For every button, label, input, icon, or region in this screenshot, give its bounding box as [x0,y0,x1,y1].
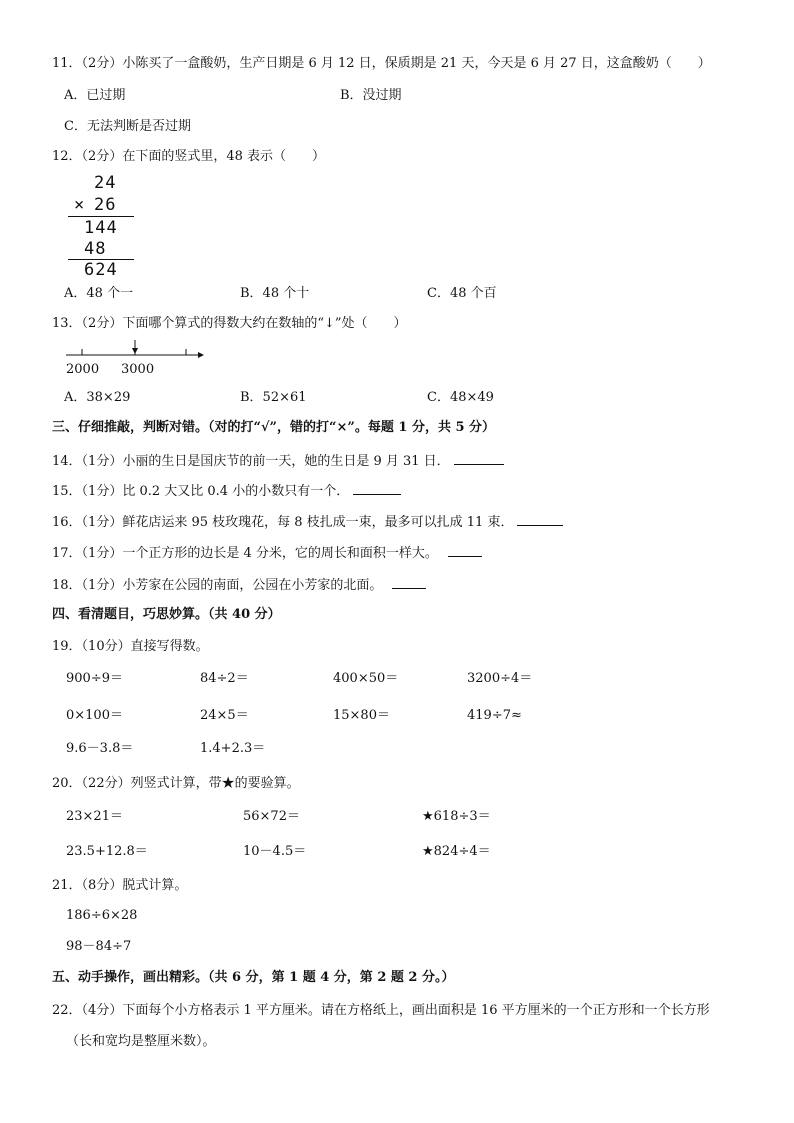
q18-stem: 18．（1分）小芳家在公园的南面，公园在小芳家的北面。 [52,578,383,593]
q14 [52,452,504,470]
q20-item: 23.5+12.8＝ [66,844,148,859]
q21-item: 186÷6×28 [66,908,138,923]
q13-stem: 13．（2分）下面哪个算式的得数大约在数轴的“↓”处（ ） [52,316,407,331]
q12-stem: 12．（2分）在下面的竖式里，48 表示（ ） [52,149,325,164]
q14-answer-blank[interactable] [454,452,504,465]
q18-answer-blank[interactable] [392,576,426,589]
number-line-arrowhead [198,352,204,358]
section-4-title: 四、看清题目，巧思妙算。（共 40 分） [52,607,281,622]
q17-answer-blank[interactable] [448,544,482,557]
vertical-partial-1: 144 [84,218,118,238]
q12-option-c: C．48 个百 [427,286,497,301]
q17 [52,544,482,562]
q22-stem-line-2: （长和宽均是整厘米数）。 [66,1034,216,1049]
q19-item: 0×100＝ [66,708,123,723]
axis-label-2000: 2000 [66,362,100,377]
q15 [52,482,401,500]
section-3-title: 三、仔细推敲，判断对错。（对的打“√”，错的打“×”。每题 1 分，共 5 分） [52,420,496,435]
q19-item: 900÷9＝ [66,671,123,686]
q11-stem: 11．（2分）小陈买了一盒酸奶，生产日期是 6 月 12 日，保质期是 21 天，今天是 6 月 27 日，这盒酸奶（ ） [52,56,711,71]
q19-item: 15×80＝ [333,708,390,723]
q15-stem: 15．（1分）比 0.2 大又比 0.4 小的小数只有一个． [52,484,350,499]
q13-option-c: C．48×49 [427,390,494,405]
vertical-result: 624 [84,260,118,280]
q19-item: 419÷7≈ [467,708,522,723]
vertical-multiplier: 26 [94,195,117,215]
q20-item: 10－4.5＝ [243,844,307,859]
q11-option-c: C．无法判断是否过期 [64,119,191,134]
q16-answer-blank[interactable] [517,513,563,526]
q19-item: 9.6－3.8＝ [66,741,134,756]
vertical-partial-2: 48 [84,239,107,259]
q19-item: 24×5＝ [200,708,249,723]
vertical-multiplicand: 24 [94,173,117,193]
q19-item: 3200÷4＝ [467,671,533,686]
q21-stem: 21．（8分）脱式计算。 [52,878,188,893]
down-arrow-head-icon [132,348,138,354]
q20-item: ★824÷4＝ [422,844,491,859]
section-5-title: 五、动手操作，画出精彩。（共 6 分，第 1 题 4 分，第 2 题 2 分。） [52,970,455,985]
q13-option-b: B．52×61 [240,390,307,405]
q16-stem: 16．（1分）鲜花店运来 95 枝玫瑰花，每 8 枝扎成一束，最多可以扎成 11 束． [52,515,514,530]
q20-stem: 20．（22分）列竖式计算，带★的要验算。 [52,776,300,791]
q22-stem-line-1: 22．（4分）下面每个小方格表示 1 平方厘米。请在方格纸上，画出面积是 16 平方厘米的一个正方形和一个长方形 [52,1003,710,1018]
q18 [52,576,426,594]
q12-option-a: A．48 个一 [64,286,134,301]
q20-item: 23×21＝ [66,809,123,824]
q20-item: 56×72＝ [243,809,300,824]
q21-item: 98－84÷7 [66,939,132,954]
q13-option-a: A．38×29 [64,390,131,405]
q11-option-b: B．没过期 [340,88,402,103]
q16 [52,513,563,531]
vertical-times-sign: × [74,195,86,215]
q15-answer-blank[interactable] [353,482,401,495]
q19-stem: 19．（10分）直接写得数。 [52,639,209,654]
axis-label-3000: 3000 [121,362,155,377]
q12-option-b: B．48 个十 [240,286,310,301]
q11-option-a: A．已过期 [64,88,126,103]
q14-stem: 14．（1分）小丽的生日是国庆节的前一天，她的生日是 9 月 31 日． [52,454,450,469]
q19-item: 84÷2＝ [200,671,249,686]
q17-stem: 17．（1分）一个正方形的边长是 4 分米，它的周长和面积一样大。 [52,546,438,561]
q20-item: ★618÷3＝ [422,809,491,824]
number-line [0,0,794,400]
q19-item: 400×50＝ [333,671,399,686]
q19-item: 1.4+2.3＝ [200,741,266,756]
